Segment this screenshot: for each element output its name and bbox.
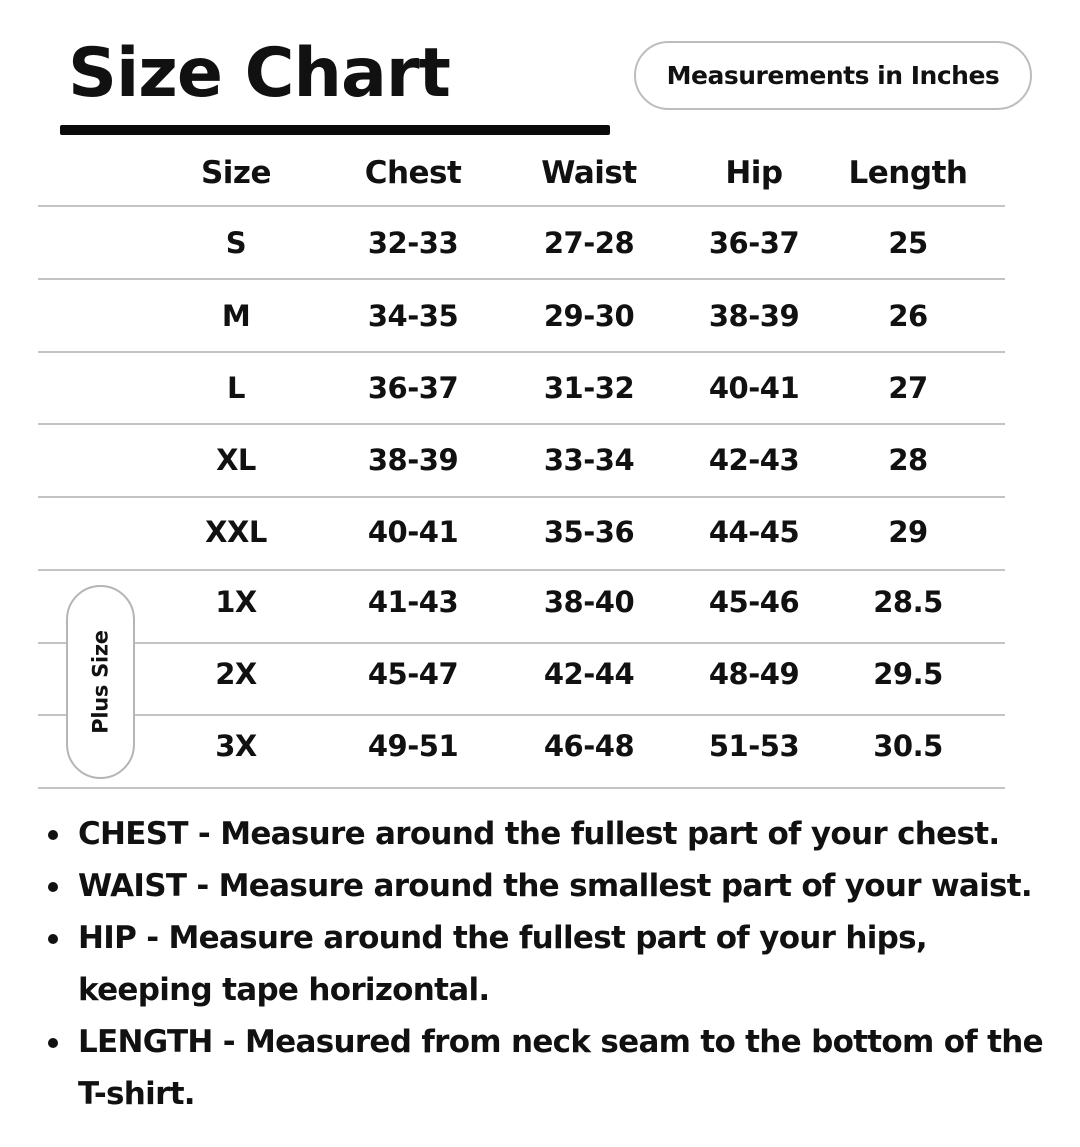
column-header-hip: Hip (725, 155, 783, 191)
cell-size: M (221, 299, 251, 333)
column-header-waist: Waist (541, 155, 637, 191)
measurement-notes (44, 808, 1054, 1120)
cell-chest: 45-47 (367, 657, 459, 691)
cell-waist: 33-34 (543, 443, 635, 477)
cell-waist: 46-48 (543, 729, 635, 763)
column-header-size: Size (200, 155, 272, 191)
table-row (38, 207, 1005, 279)
column-header-chest: Chest (364, 155, 462, 191)
cell-size: L (227, 371, 245, 405)
title-underline (60, 125, 610, 135)
cell-chest: 38-39 (367, 443, 459, 477)
cell-size: 2X (215, 657, 257, 691)
plus-size-label: Plus Size (88, 630, 113, 734)
cell-length: 27 (888, 371, 928, 405)
cell-hip: 42-43 (708, 443, 800, 477)
cell-size: S (225, 226, 247, 260)
cell-waist: 42-44 (543, 657, 635, 691)
page-title: Size Chart (68, 34, 450, 113)
cell-size: XL (216, 443, 256, 477)
cell-length: 25 (888, 226, 928, 260)
cell-length: 29 (888, 515, 928, 549)
cell-length: 30.5 (873, 729, 943, 763)
units-badge (634, 41, 1032, 110)
cell-hip: 36-37 (708, 226, 800, 260)
cell-hip: 45-46 (708, 585, 800, 619)
cell-chest: 36-37 (367, 371, 459, 405)
plus-size-badge (66, 585, 135, 779)
table-divider (38, 787, 1005, 789)
cell-size: 3X (215, 729, 257, 763)
cell-chest: 32-33 (367, 226, 459, 260)
table-row (38, 566, 1005, 638)
cell-length: 29.5 (873, 657, 943, 691)
cell-length: 26 (888, 299, 928, 333)
table-row (38, 638, 1005, 710)
cell-size: 1X (215, 585, 257, 619)
cell-length: 28 (888, 443, 928, 477)
note-waist: WAIST - Measure around the smallest part of your waist. (44, 860, 1054, 912)
note-chest: CHEST - Measure around the fullest part of your chest. (44, 808, 1054, 860)
cell-waist: 29-30 (543, 299, 635, 333)
cell-hip: 48-49 (708, 657, 800, 691)
cell-size: XXL (205, 515, 267, 549)
table-row (38, 280, 1005, 352)
cell-hip: 44-45 (708, 515, 800, 549)
cell-chest: 49-51 (367, 729, 459, 763)
cell-hip: 40-41 (708, 371, 800, 405)
column-header-length: Length (848, 155, 968, 191)
table-row (38, 710, 1005, 782)
cell-chest: 34-35 (367, 299, 459, 333)
table-row (38, 352, 1005, 424)
cell-hip: 51-53 (708, 729, 800, 763)
cell-chest: 41-43 (367, 585, 459, 619)
table-row (38, 424, 1005, 496)
table-row (38, 496, 1005, 568)
units-label: Measurements in Inches (666, 61, 1000, 90)
cell-hip: 38-39 (708, 299, 800, 333)
cell-chest: 40-41 (367, 515, 459, 549)
note-length: LENGTH - Measured from neck seam to the bottom of the T-shirt. (44, 1016, 1054, 1120)
cell-waist: 27-28 (543, 226, 635, 260)
cell-length: 28.5 (873, 585, 943, 619)
cell-waist: 35-36 (543, 515, 635, 549)
cell-waist: 38-40 (543, 585, 635, 619)
cell-waist: 31-32 (543, 371, 635, 405)
table-header-row (38, 140, 1005, 206)
note-hip: HIP - Measure around the fullest part of your hips, keeping tape horizontal. (44, 912, 1054, 1016)
